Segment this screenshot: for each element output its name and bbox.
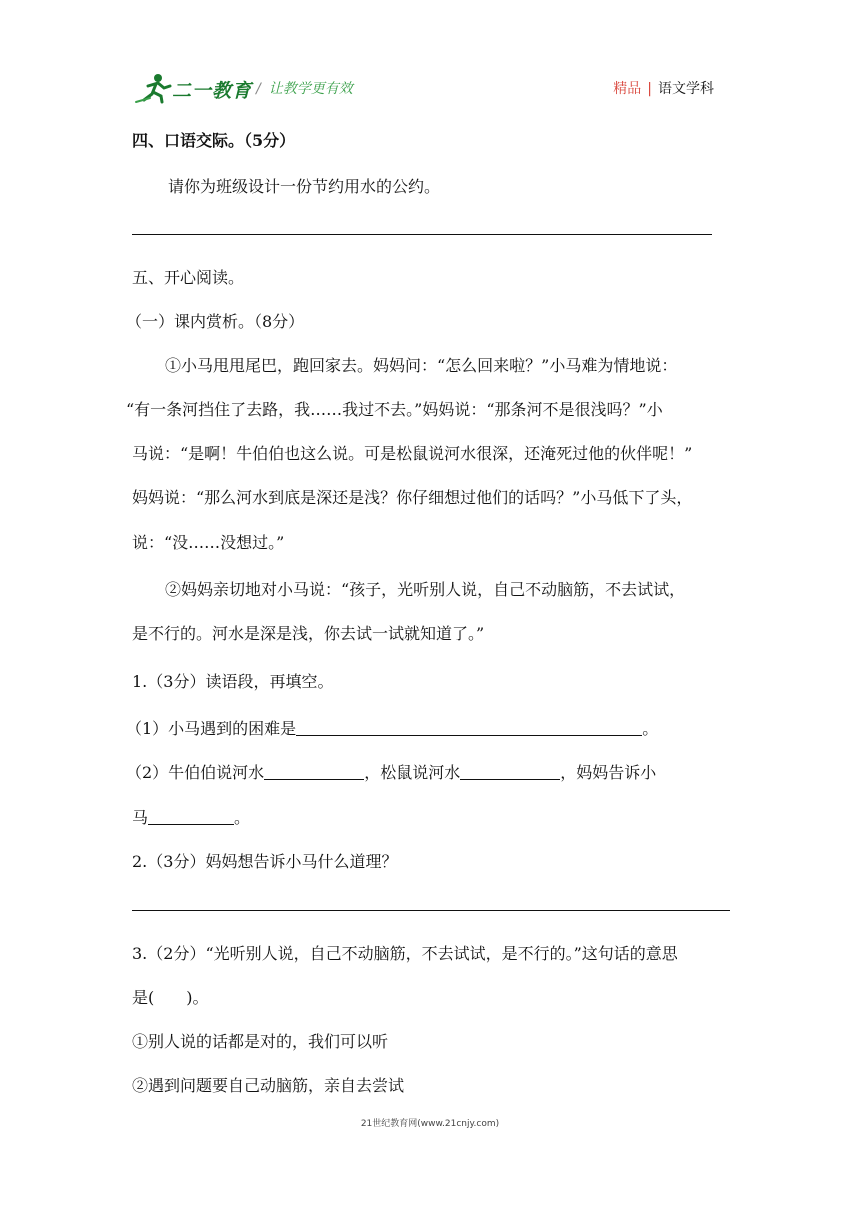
page-header — [134, 72, 714, 106]
question-1-part-1 — [126, 716, 658, 739]
blank-field[interactable] — [148, 808, 234, 825]
page-footer: 21世纪教育网(www.21cnjy.com) — [360, 1119, 500, 1129]
question-2-stem: 2.（3分）妈妈想告诉小马什么道理？ — [132, 852, 398, 871]
passage-line: 是不行的。河水是深是浅，你去试一试就知道了。” — [132, 624, 485, 643]
q1p2-b: ，松鼠说河水 — [364, 763, 461, 782]
question-3-option-1: ①别人说的话都是对的，我们可以听 — [132, 1032, 389, 1051]
question-1-stem: 1.（3分）读语段，再填空。 — [132, 672, 334, 691]
passage-line: 说：“没……没想过。” — [132, 533, 285, 552]
slogan-text: 让教学更有效 — [268, 81, 353, 97]
q1p1-prefix: （1）小马遇到的困难是 — [126, 719, 297, 738]
q1p2-e: 。 — [234, 808, 251, 827]
passage-line: ①小马甩甩尾巴，跑回家去。妈妈问：“怎么回来啦？”小马难为情地说： — [165, 356, 678, 375]
section4-title: 四、口语交际。（5分） — [132, 131, 296, 150]
passage-line: 妈妈说：“那么河水到底是深还是浅？你仔细想过他们的话吗？”小马低下了头， — [132, 488, 693, 507]
question-3-stem: 3.（2分）“光听别人说，自己不动脑筋，不去试试，是不行的。”这句话的意思 — [132, 944, 678, 963]
q1p2-d: 马 — [132, 808, 149, 827]
subject-label: 语文学科 — [658, 81, 714, 97]
slogan — [256, 78, 353, 98]
subject-tag — [613, 78, 714, 98]
answer-line-question-2 — [132, 910, 730, 911]
tag-separator: | — [647, 81, 652, 97]
section4-prompt: 请你为班级设计一份节约用水的公约。 — [168, 177, 441, 196]
blank-field[interactable] — [296, 719, 642, 736]
section5-subtitle: （一）课内赏析。（8分） — [126, 312, 305, 331]
q1p2-c: ，妈妈告诉小 — [560, 763, 657, 782]
running-figure-icon — [134, 72, 174, 104]
answer-line-section4 — [132, 234, 712, 235]
blank-field[interactable] — [264, 763, 364, 780]
quality-tag: 精品 — [613, 81, 642, 97]
blank-field[interactable] — [460, 763, 560, 780]
passage-line: “有一条河挡住了去路，我……我过不去。”妈妈说：“那条河不是很浅吗？”小 — [126, 400, 663, 419]
question-3-stem-cont: 是( )。 — [132, 988, 209, 1007]
passage-line: 马说：“是啊！牛伯伯也这么说。可是松鼠说河水很深，还淹死过他的伙伴呢！” — [132, 444, 693, 463]
question-1-part-2 — [126, 760, 656, 783]
q1p2-a: （2）牛伯伯说河水 — [126, 763, 265, 782]
question-1-part-2-cont — [132, 805, 250, 828]
logo-text: 二一教育 — [172, 80, 253, 102]
logo — [134, 72, 254, 104]
passage-line: ②妈妈亲切地对小马说：“孩子，光听别人说，自己不动脑筋，不去试试， — [165, 580, 686, 599]
question-3-option-2: ②遇到问题要自己动脑筋，亲自去尝试 — [132, 1076, 405, 1095]
slogan-separator: / — [256, 81, 261, 97]
section5-title: 五、开心阅读。 — [132, 268, 245, 287]
q1p1-suffix: 。 — [642, 719, 659, 738]
